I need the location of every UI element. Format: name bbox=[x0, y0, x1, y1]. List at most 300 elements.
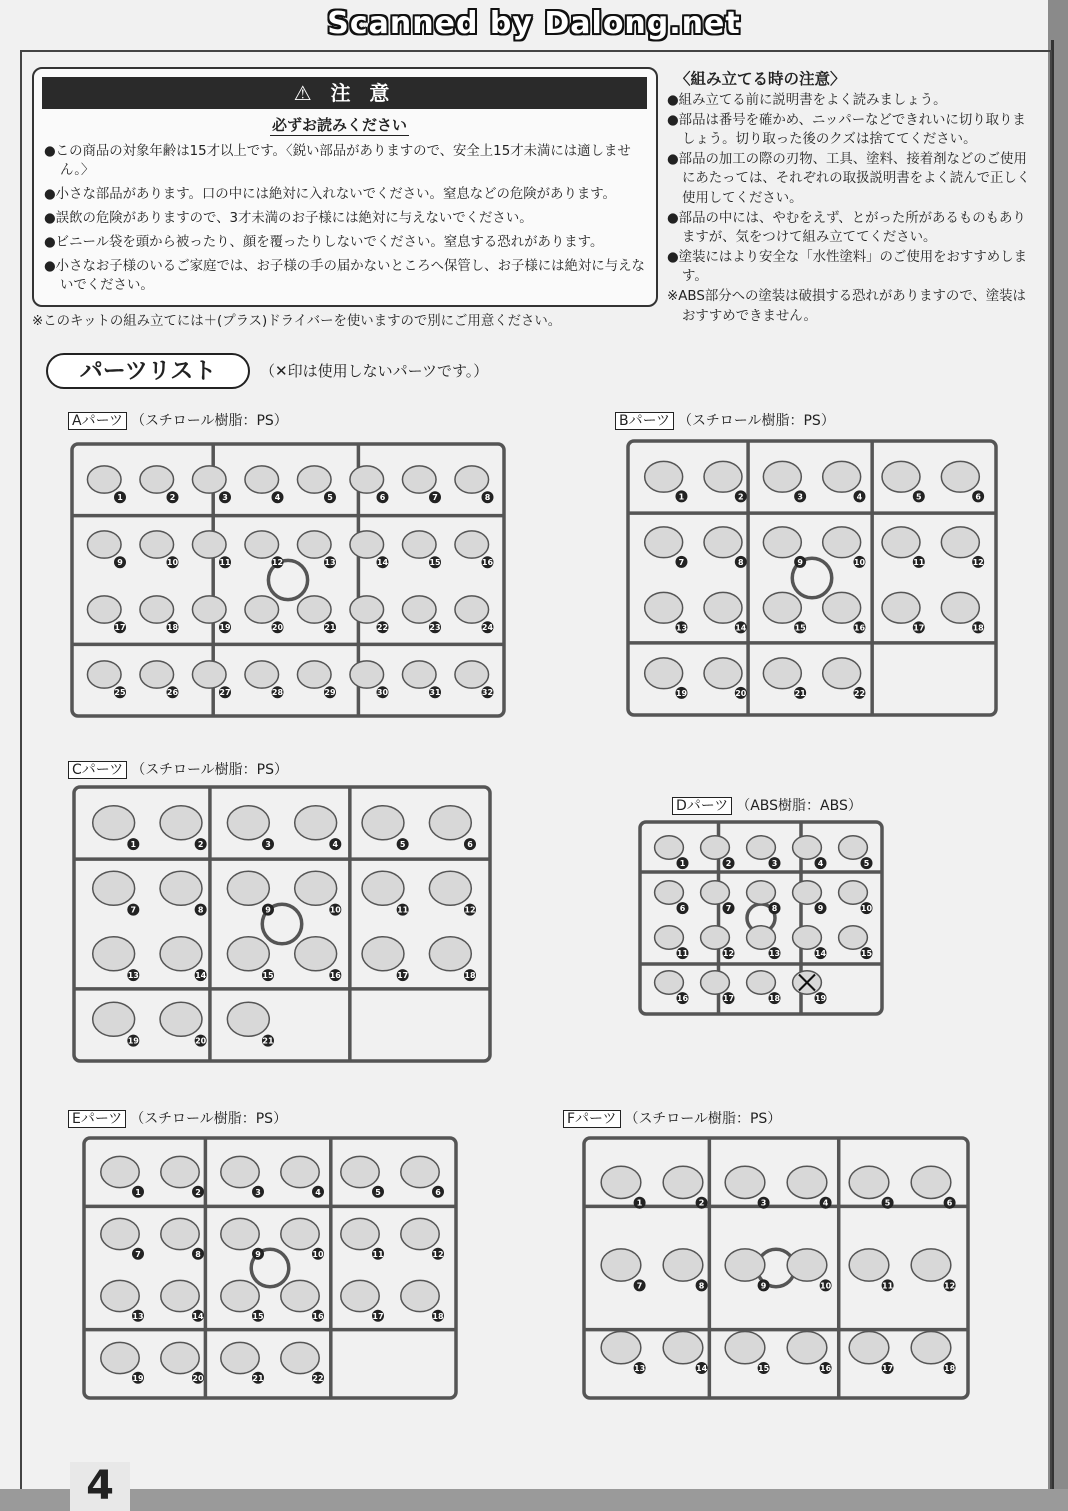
part-number: 9 bbox=[760, 1281, 767, 1291]
part-number: 18 bbox=[972, 623, 984, 633]
part-shape bbox=[297, 661, 331, 688]
sprue-tag: Fパーツ bbox=[563, 1110, 621, 1128]
sprue-a-diagram bbox=[68, 440, 508, 720]
part-number: 4 bbox=[856, 492, 863, 502]
sprue-label-a bbox=[68, 410, 288, 430]
sprue-part bbox=[823, 461, 866, 502]
part-number: 10 bbox=[312, 1249, 324, 1259]
part-number: 18 bbox=[944, 1364, 956, 1374]
part-number: 11 bbox=[219, 558, 231, 568]
part-shape bbox=[849, 1332, 889, 1364]
part-number: 10 bbox=[853, 557, 866, 567]
part-number: 3 bbox=[222, 493, 228, 503]
part-number: 11 bbox=[676, 949, 689, 959]
part-shape bbox=[87, 596, 121, 623]
sprue-part bbox=[295, 806, 342, 850]
part-shape bbox=[221, 1342, 259, 1373]
part-shape bbox=[763, 592, 801, 623]
part-shape bbox=[401, 1156, 439, 1187]
sprue-part bbox=[882, 527, 925, 568]
part-number: 19 bbox=[219, 623, 231, 633]
part-shape bbox=[281, 1280, 319, 1311]
sprue-part bbox=[350, 596, 389, 633]
part-shape bbox=[93, 937, 135, 971]
part-number: 17 bbox=[397, 971, 409, 981]
part-shape bbox=[227, 806, 269, 840]
sprue-part bbox=[601, 1249, 645, 1291]
part-number: 16 bbox=[329, 971, 341, 981]
part-number: 15 bbox=[860, 949, 873, 959]
sprue-part bbox=[941, 527, 984, 568]
part-shape bbox=[823, 592, 861, 623]
assembly-note-item: ●部品の中には、やむをえず、とがった所があるものもありますが、気をつけて組み立ててください。 bbox=[667, 210, 1026, 246]
sprue-part bbox=[101, 1280, 144, 1321]
part-number: 9 bbox=[817, 904, 824, 914]
sprue-part bbox=[911, 1332, 955, 1374]
part-shape bbox=[192, 466, 226, 493]
sprue-part bbox=[704, 527, 747, 568]
sprue-part bbox=[429, 871, 476, 915]
part-shape bbox=[362, 937, 404, 971]
part-number: 9 bbox=[117, 558, 123, 568]
driver-note: ※このキットの組み立てには＋(プラス)ドライバーを使いますので別にご用意ください。 bbox=[32, 314, 562, 329]
part-number: 3 bbox=[760, 1198, 767, 1208]
part-number: 21 bbox=[262, 1036, 274, 1046]
sprue-part bbox=[341, 1156, 384, 1197]
part-shape bbox=[192, 531, 226, 558]
sprue-part bbox=[725, 1166, 769, 1208]
part-number: 1 bbox=[636, 1198, 643, 1208]
part-number: 31 bbox=[429, 688, 441, 698]
part-shape bbox=[341, 1156, 379, 1187]
part-shape bbox=[140, 466, 174, 493]
sprue-part bbox=[849, 1249, 893, 1291]
part-shape bbox=[161, 1156, 199, 1187]
sprue-part bbox=[93, 1002, 140, 1046]
sprue-part bbox=[281, 1218, 324, 1259]
sprue-part bbox=[823, 592, 866, 633]
sprue-part bbox=[350, 661, 389, 698]
part-number: 13 bbox=[675, 623, 688, 633]
part-shape bbox=[882, 461, 920, 492]
sprue-part bbox=[645, 592, 688, 633]
sprue-part bbox=[401, 1156, 444, 1197]
part-shape bbox=[941, 592, 979, 623]
part-number: 19 bbox=[675, 688, 688, 698]
part-shape bbox=[160, 871, 202, 905]
part-number: 8 bbox=[771, 904, 778, 914]
part-shape bbox=[747, 971, 776, 994]
part-number: 12 bbox=[432, 1249, 444, 1259]
part-number: 15 bbox=[758, 1364, 770, 1374]
sprue-part bbox=[221, 1342, 264, 1383]
part-number: 7 bbox=[432, 493, 438, 503]
part-shape bbox=[787, 1166, 827, 1198]
sprue-part bbox=[350, 531, 389, 568]
part-number: 14 bbox=[192, 1311, 204, 1321]
sprue-part bbox=[941, 461, 984, 502]
sprue-part bbox=[221, 1156, 264, 1197]
part-shape bbox=[295, 871, 337, 905]
part-number: 5 bbox=[327, 493, 333, 503]
part-shape bbox=[645, 658, 683, 689]
sprue-part bbox=[747, 926, 781, 959]
part-number: 14 bbox=[195, 971, 207, 981]
sprue-part bbox=[793, 881, 827, 914]
sprue-tag: Eパーツ bbox=[68, 1110, 126, 1128]
part-shape bbox=[455, 531, 489, 558]
part-shape bbox=[839, 836, 868, 859]
sprue-part bbox=[161, 1342, 204, 1383]
sprue-part bbox=[763, 461, 806, 502]
sprue-part bbox=[227, 937, 274, 981]
sprue-part bbox=[402, 661, 441, 698]
part-number: 10 bbox=[166, 558, 179, 568]
sprue-label-d bbox=[672, 795, 862, 815]
part-shape bbox=[160, 806, 202, 840]
part-number: 8 bbox=[197, 905, 204, 915]
sprue-tag: Cパーツ bbox=[68, 761, 127, 779]
sprue-part bbox=[140, 596, 179, 633]
part-shape bbox=[704, 658, 742, 689]
sprue-part bbox=[350, 466, 389, 503]
part-shape bbox=[655, 926, 684, 949]
part-shape bbox=[245, 661, 279, 688]
part-shape bbox=[160, 1002, 202, 1036]
part-shape bbox=[87, 661, 121, 688]
part-shape bbox=[295, 937, 337, 971]
sprue-label-b bbox=[615, 410, 835, 430]
part-number: 12 bbox=[944, 1281, 956, 1291]
caution-item: ●ビニール袋を頭から被ったり、顔を覆ったりしないでください。窒息する恐れがあります。 bbox=[44, 235, 604, 250]
sprue-part bbox=[160, 806, 207, 850]
sprue-part bbox=[87, 466, 126, 503]
assembly-note-item: ●組み立てる前に説明書をよく読みましょう。 bbox=[667, 93, 947, 108]
part-shape bbox=[101, 1342, 139, 1373]
sprue-material: （スチロール樹脂：PS） bbox=[624, 1111, 782, 1127]
sprue-material: （ABS樹脂：ABS） bbox=[736, 798, 862, 814]
part-number: 6 bbox=[467, 840, 473, 850]
part-number: 16 bbox=[312, 1311, 324, 1321]
part-shape bbox=[601, 1166, 641, 1198]
part-shape bbox=[192, 661, 226, 688]
part-number: 7 bbox=[725, 904, 732, 914]
scan-credit: Scanned by Dalong.net bbox=[327, 6, 741, 41]
sprue-part bbox=[839, 881, 873, 914]
sprue-part bbox=[402, 466, 441, 503]
sprue-tag: Aパーツ bbox=[68, 412, 127, 430]
caution-subheading: 必ずお読みください bbox=[272, 116, 408, 134]
part-shape bbox=[645, 527, 683, 558]
page-number: 4 bbox=[70, 1462, 130, 1511]
sprue-part bbox=[227, 1002, 274, 1046]
part-number: 9 bbox=[255, 1249, 261, 1259]
sprue-part bbox=[601, 1166, 645, 1208]
sprue-part bbox=[140, 466, 179, 503]
sprue-part bbox=[221, 1218, 264, 1259]
sprue-b-diagram bbox=[624, 437, 1000, 719]
sprue-part bbox=[747, 836, 781, 869]
part-number: 25 bbox=[114, 688, 126, 698]
assembly-note-item: ●部品の加工の際の刃物、工具、塗料、接着剤などのご使用にあたっては、それぞれの取扱説明書をよく読んで正しく使用してください。 bbox=[667, 151, 1031, 206]
part-shape bbox=[429, 806, 471, 840]
part-shape bbox=[704, 461, 742, 492]
sprue-part bbox=[295, 871, 342, 915]
page-bottom-bar bbox=[0, 1489, 1068, 1511]
sprue-part bbox=[87, 531, 126, 568]
part-shape bbox=[655, 881, 684, 904]
part-number: 4 bbox=[817, 859, 824, 869]
sprue-part bbox=[655, 971, 689, 1004]
part-shape bbox=[297, 596, 331, 623]
part-number: 8 bbox=[484, 493, 491, 503]
part-number: 18 bbox=[464, 971, 476, 981]
part-shape bbox=[297, 531, 331, 558]
part-number: 19 bbox=[127, 1036, 139, 1046]
sprue-part bbox=[160, 937, 207, 981]
part-number: 13 bbox=[324, 558, 336, 568]
part-shape bbox=[140, 596, 174, 623]
sprue-part bbox=[362, 871, 409, 915]
part-number: 21 bbox=[324, 623, 336, 633]
part-shape bbox=[725, 1166, 765, 1198]
part-number: 2 bbox=[698, 1198, 705, 1208]
sprue-part bbox=[401, 1218, 444, 1259]
part-number: 20 bbox=[735, 688, 747, 698]
part-shape bbox=[763, 527, 801, 558]
sprue-part bbox=[747, 971, 781, 1004]
part-number: 8 bbox=[698, 1281, 705, 1291]
part-number: 6 bbox=[975, 492, 981, 502]
part-shape bbox=[350, 596, 384, 623]
part-number: 15 bbox=[429, 558, 441, 568]
sprue-part bbox=[161, 1280, 204, 1321]
sprue-part bbox=[663, 1332, 707, 1374]
part-shape bbox=[725, 1332, 765, 1364]
sprue-part bbox=[455, 661, 494, 698]
sprue-c-diagram bbox=[70, 783, 494, 1065]
sprue-part bbox=[763, 527, 806, 568]
sprue-part bbox=[101, 1156, 144, 1197]
part-shape bbox=[849, 1166, 889, 1198]
part-shape bbox=[429, 871, 471, 905]
sprue-part bbox=[221, 1280, 264, 1321]
part-shape bbox=[160, 937, 202, 971]
part-shape bbox=[793, 836, 822, 859]
caution-heading: ⚠ 注 意 bbox=[42, 77, 647, 109]
part-number: 11 bbox=[372, 1249, 384, 1259]
sprue-part bbox=[663, 1166, 707, 1208]
part-shape bbox=[663, 1332, 703, 1364]
sprue-part bbox=[401, 1280, 444, 1321]
part-shape bbox=[93, 1002, 135, 1036]
part-number: 22 bbox=[853, 688, 866, 698]
part-number: 10 bbox=[820, 1281, 832, 1291]
sprue-part bbox=[763, 658, 806, 699]
sprue-part bbox=[455, 466, 494, 503]
part-shape bbox=[341, 1218, 379, 1249]
part-number: 6 bbox=[435, 1187, 441, 1197]
sprue-part bbox=[227, 806, 274, 850]
part-number: 14 bbox=[735, 623, 747, 633]
sprue-part bbox=[281, 1156, 324, 1197]
part-number: 15 bbox=[262, 971, 274, 981]
sprue-runner bbox=[74, 787, 490, 1061]
part-number: 16 bbox=[481, 558, 494, 568]
sprue-part bbox=[882, 461, 925, 502]
part-number: 23 bbox=[429, 623, 441, 633]
part-number: 17 bbox=[913, 623, 925, 633]
sprue-part bbox=[281, 1342, 324, 1383]
part-shape bbox=[941, 527, 979, 558]
part-number: 15 bbox=[794, 623, 806, 633]
part-number: 13 bbox=[634, 1364, 646, 1374]
part-shape bbox=[645, 592, 683, 623]
part-shape bbox=[655, 971, 684, 994]
assembly-note-item: ●部品は番号を確かめ、ニッパーなどできれいに切り取りましょう。切り取った後のクズは捨ててください。 bbox=[667, 112, 1026, 148]
sprue-material: （スチロール樹脂：PS） bbox=[678, 413, 835, 429]
sprue-part bbox=[297, 531, 336, 568]
part-number: 22 bbox=[312, 1373, 324, 1383]
sprue-part bbox=[362, 806, 409, 850]
part-number: 12 bbox=[271, 558, 284, 568]
part-shape bbox=[221, 1156, 259, 1187]
part-shape bbox=[911, 1332, 951, 1364]
part-shape bbox=[101, 1280, 139, 1311]
part-number: 1 bbox=[130, 840, 137, 850]
part-shape bbox=[763, 461, 801, 492]
part-number: 1 bbox=[678, 492, 685, 502]
sprue-d-diagram bbox=[636, 818, 886, 1018]
part-number: 4 bbox=[315, 1187, 321, 1197]
sprue-part bbox=[101, 1342, 144, 1383]
part-shape bbox=[140, 661, 174, 688]
part-shape bbox=[747, 881, 776, 904]
part-number: 14 bbox=[376, 558, 389, 568]
part-shape bbox=[101, 1218, 139, 1249]
part-number: 5 bbox=[375, 1187, 381, 1197]
sprue-part bbox=[823, 658, 866, 699]
part-shape bbox=[93, 806, 135, 840]
part-shape bbox=[701, 881, 730, 904]
part-number: 18 bbox=[432, 1311, 444, 1321]
part-shape bbox=[281, 1218, 319, 1249]
part-shape bbox=[725, 1249, 765, 1281]
part-number: 12 bbox=[464, 905, 476, 915]
part-shape bbox=[401, 1218, 439, 1249]
part-shape bbox=[87, 531, 121, 558]
part-shape bbox=[601, 1332, 641, 1364]
part-number: 4 bbox=[332, 840, 339, 850]
part-number: 4 bbox=[822, 1198, 829, 1208]
part-shape bbox=[823, 658, 861, 689]
part-number: 7 bbox=[130, 905, 137, 915]
part-number: 11 bbox=[397, 905, 409, 915]
part-number: 17 bbox=[372, 1311, 384, 1321]
part-number: 17 bbox=[114, 623, 126, 633]
parts-list-note: （✕印は使用しないパーツです。） bbox=[260, 362, 489, 380]
sprue-part bbox=[245, 661, 284, 698]
part-number: 8 bbox=[738, 557, 744, 567]
part-number: 6 bbox=[679, 904, 686, 914]
sprue-part bbox=[87, 661, 126, 698]
sprue-tag: Dパーツ bbox=[672, 797, 732, 815]
part-shape bbox=[350, 466, 384, 493]
part-shape bbox=[701, 971, 730, 994]
sprue-part bbox=[341, 1218, 384, 1259]
sprue-part bbox=[601, 1332, 645, 1374]
part-shape bbox=[227, 871, 269, 905]
part-number: 3 bbox=[265, 840, 271, 850]
sprue-part bbox=[655, 881, 689, 914]
part-number: 19 bbox=[132, 1373, 144, 1383]
sprue-part bbox=[93, 806, 140, 850]
part-number: 5 bbox=[863, 859, 870, 869]
part-number: 2 bbox=[738, 492, 744, 502]
caution-item: ●誤飲の危険がありますので、3才未満のお子様には絶対に与えないでください。 bbox=[44, 211, 533, 226]
part-number: 11 bbox=[913, 557, 925, 567]
sprue-part bbox=[161, 1218, 204, 1259]
sprue-tag: Bパーツ bbox=[615, 412, 674, 430]
part-number: 5 bbox=[916, 492, 922, 502]
sprue-runner bbox=[72, 444, 504, 716]
sprue-part bbox=[455, 596, 494, 633]
caution-item: ●小さなお子様のいるご家庭では、お子様の手の届かないところへ保管し、お子様には絶対に与えないでください。 bbox=[44, 259, 645, 293]
sprue-part bbox=[823, 527, 866, 568]
part-shape bbox=[839, 881, 868, 904]
part-number: 14 bbox=[696, 1364, 708, 1374]
sprue-part bbox=[140, 661, 179, 698]
part-shape bbox=[839, 926, 868, 949]
part-shape bbox=[747, 836, 776, 859]
part-number: 28 bbox=[271, 688, 284, 698]
part-shape bbox=[823, 461, 861, 492]
sprue-part bbox=[725, 1332, 769, 1374]
sprue-part bbox=[839, 836, 873, 869]
sprue-part bbox=[941, 592, 984, 633]
sprue-part bbox=[793, 971, 827, 1004]
part-shape bbox=[281, 1342, 319, 1373]
part-shape bbox=[402, 466, 436, 493]
part-shape bbox=[281, 1156, 319, 1187]
part-shape bbox=[93, 871, 135, 905]
part-number: 17 bbox=[882, 1364, 894, 1374]
part-shape bbox=[455, 661, 489, 688]
sprue-part bbox=[455, 531, 494, 568]
sprue-part bbox=[663, 1249, 707, 1291]
part-number: 2 bbox=[197, 840, 204, 850]
part-shape bbox=[747, 926, 776, 949]
sprue-part bbox=[429, 937, 476, 981]
sprue-part bbox=[245, 466, 284, 503]
part-shape bbox=[245, 531, 279, 558]
sprue-part bbox=[402, 531, 441, 568]
part-shape bbox=[455, 466, 489, 493]
sprue-part bbox=[245, 531, 284, 568]
sprue-part bbox=[402, 596, 441, 633]
part-number: 7 bbox=[636, 1281, 643, 1291]
part-number: 9 bbox=[797, 557, 803, 567]
part-number: 15 bbox=[252, 1311, 264, 1321]
sprue-part bbox=[704, 658, 747, 699]
part-number: 2 bbox=[195, 1187, 201, 1197]
part-shape bbox=[663, 1249, 703, 1281]
part-number: 6 bbox=[379, 493, 386, 503]
part-shape bbox=[161, 1280, 199, 1311]
part-number: 11 bbox=[882, 1281, 894, 1291]
part-shape bbox=[701, 836, 730, 859]
sprue-part bbox=[341, 1280, 384, 1321]
